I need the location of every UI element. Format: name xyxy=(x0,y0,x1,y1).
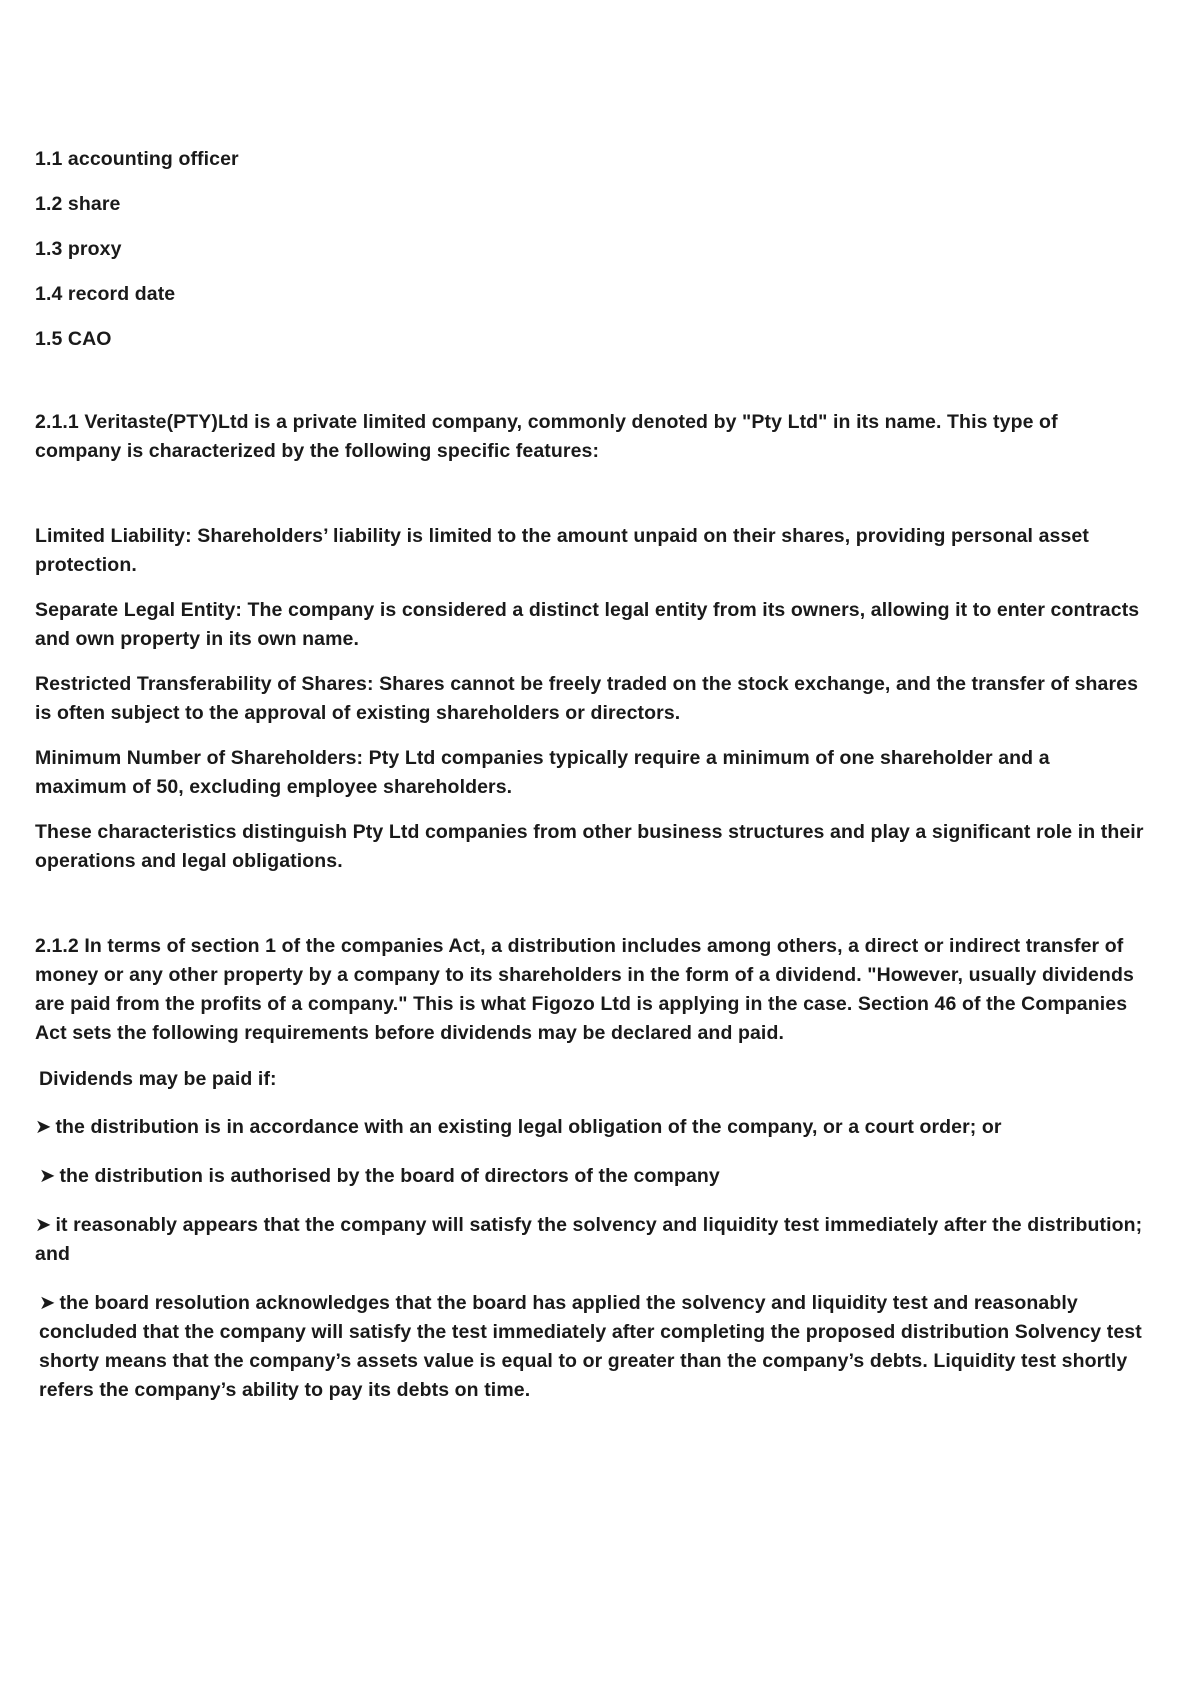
arrowhead-bullet-icon: ➤ xyxy=(39,1292,56,1314)
feature-restricted-transferability: Restricted Transferability of Shares: Shares cannot be freely traded on the stock exchange, and the transfer of shares is often subject to the approval of existing shareholders or directors. xyxy=(35,673,1139,724)
question-2-1-2-intro: 2.1.2 In terms of section 1 of the companies Act, a distribution includes among others, a direct or indirect transfer of money or any other property by a company to its shareholders in the form of a dividend. "However, usually dividends are paid from the profits of a company." This is what Figozo Ltd is applying in the case. Section 46 of the Companies Act sets the following requirements before dividends may be declared and paid. xyxy=(35,935,1134,1044)
requirement-bullet xyxy=(35,1162,1145,1191)
document-body xyxy=(35,145,1145,1425)
arrowhead-bullet-icon: ➤ xyxy=(35,1214,52,1236)
arrowhead-bullet-icon: ➤ xyxy=(35,1116,52,1138)
requirement-text: the distribution is authorised by the board of directors of the company xyxy=(59,1165,720,1187)
answer-list xyxy=(35,145,1145,354)
features-summary: These characteristics distinguish Pty Ltd companies from other business structures and play a significant role in their operations and legal obligations. xyxy=(35,821,1144,872)
feature-limited-liability: Limited Liability: Shareholders’ liability is limited to the amount unpaid on their shares, providing personal asset protection. xyxy=(35,525,1089,576)
requirement-bullet xyxy=(35,1211,1145,1269)
requirement-text: it reasonably appears that the company will satisfy the solvency and liquidity test immediately after the distribution; and xyxy=(35,1214,1143,1265)
dividends-intro: Dividends may be paid if: xyxy=(39,1068,277,1090)
answer-item: 1.4 record date xyxy=(35,283,176,305)
requirement-text: the distribution is in accordance with an existing legal obligation of the company, or a court order; or xyxy=(55,1116,1002,1138)
requirement-bullet xyxy=(35,1289,1145,1405)
answer-item: 1.2 share xyxy=(35,193,121,215)
answer-item: 1.5 CAO xyxy=(35,328,112,350)
arrowhead-bullet-icon: ➤ xyxy=(39,1165,56,1187)
answer-item: 1.1 accounting officer xyxy=(35,148,239,170)
requirement-text: the board resolution acknowledges that the board has applied the solvency and liquidity test and reasonably concluded that the company will satisfy the test immediately after completing the proposed distribution Solvency test shorty means that the company’s assets value is equal to or greater than the company’s debts. Liquidity test shortly refers the company’s ability to pay its debts on time. xyxy=(39,1292,1142,1401)
feature-minimum-shareholders: Minimum Number of Shareholders: Pty Ltd companies typically require a minimum of one shareholder and a maximum of 50, excluding employee shareholders. xyxy=(35,747,1050,798)
answer-item: 1.3 proxy xyxy=(35,238,122,260)
requirement-bullet xyxy=(35,1113,1145,1142)
feature-separate-legal-entity: Separate Legal Entity: The company is considered a distinct legal entity from its owners, allowing it to enter contracts and own property in its own name. xyxy=(35,599,1140,650)
question-2-1-1-intro: 2.1.1 Veritaste(PTY)Ltd is a private limited company, commonly denoted by "Pty Ltd" in its name. This type of company is characterized by the following specific features: xyxy=(35,411,1058,462)
